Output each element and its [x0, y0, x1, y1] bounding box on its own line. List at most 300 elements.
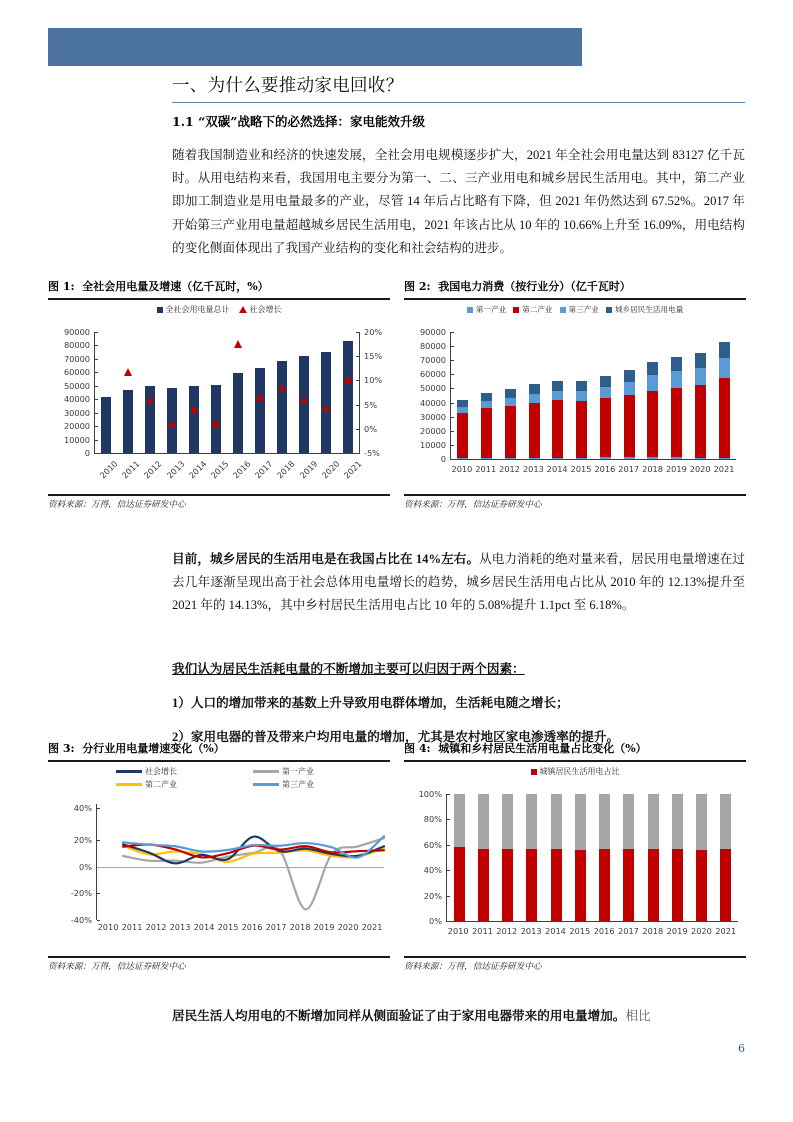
bar-segment: [720, 794, 731, 849]
bar-segment: [454, 847, 465, 921]
x-tick-label: 2017: [618, 926, 639, 936]
bar-segment: [672, 794, 683, 849]
x-tick-label: 2021: [341, 458, 364, 481]
legend-item-urban-share: [531, 766, 620, 777]
y-tick-right: 5%: [359, 400, 377, 410]
bar-group: [641, 332, 665, 459]
bar-group: [617, 794, 641, 921]
figure-3-legend: [48, 766, 390, 790]
bar-segment: [478, 794, 489, 849]
growth-marker: [300, 396, 308, 404]
paragraph-residential-rest: 从电力消耗的绝对量来看，居民用电量增速在过去几年逐渐呈现出高于社会总体用电量增长的趋势，城乡居民生活用电占比从 2010 年的 12.13%提升至 2021 年的 14.13%，其中乡村居民生活用电占比 10 年的 5.08%提升 1.1pct 至 6.18%。: [172, 552, 745, 613]
legend-label: 第一产业: [282, 767, 314, 776]
stacked-bar: [720, 794, 731, 921]
stacked-bar: [551, 794, 562, 921]
x-tick-label: 2013: [520, 926, 542, 936]
bar-group: [665, 332, 689, 459]
bar-segment: [647, 362, 658, 375]
growth-marker: [190, 405, 198, 413]
bar-segment: [575, 850, 586, 922]
y-tick: 50000: [420, 383, 451, 393]
x-tick-label: 2016: [230, 458, 253, 481]
bar-group: [293, 332, 315, 453]
bar-segment: [457, 413, 468, 457]
bar-segment: [576, 401, 587, 458]
bar-segment: [719, 358, 730, 378]
y-tick: 90000: [64, 327, 95, 337]
bar-group: [451, 332, 475, 459]
footer-paragraph: [172, 1005, 745, 1028]
bar: [321, 352, 331, 453]
y-tick: 0%: [429, 916, 447, 926]
legend-label: 第二产业: [145, 780, 177, 789]
x-tick-label: 2011: [119, 458, 142, 481]
bar-segment: [647, 375, 658, 390]
x-tick-label: 2016: [594, 464, 616, 474]
x-tick-label: 2017: [265, 922, 287, 932]
line-series: [123, 838, 384, 909]
stacked-bar: [454, 794, 465, 921]
footer-paragraph-bold: 居民生活人均用电的不断增加同样从侧面验证了由于家用电器带来的用电量增加。: [172, 1009, 626, 1023]
figure-3-source: 资料来源：万得，信达证券研发中心: [48, 962, 186, 972]
bar-group: [712, 332, 736, 459]
bar-segment: [576, 381, 587, 391]
stacked-bar: [529, 384, 540, 459]
figure-4-title: 城镇和乡村居民生活用电量占比变化（%）: [438, 742, 647, 755]
paragraph-residential-bold: 目前，城乡居民的生活用电是在我国占比在 14%左右。: [172, 552, 480, 566]
x-tick-label: 2010: [97, 922, 119, 932]
bar-group: [205, 332, 227, 453]
figure-4-plot: [418, 789, 738, 926]
figure-1-plot: [63, 327, 383, 458]
figure-4-top-rule: [404, 760, 746, 762]
figure-4-caption: [404, 740, 746, 756]
bar-segment: [648, 794, 659, 849]
x-tick-label: 2011: [472, 926, 493, 936]
growth-marker: [322, 404, 330, 412]
y-tick: 20000: [420, 426, 451, 436]
stacked-bar: [623, 794, 634, 921]
bar-group: [689, 332, 713, 459]
bar-group: [95, 332, 117, 453]
bar-segment: [502, 849, 513, 921]
bar-segment: [526, 849, 537, 921]
legend-swatch-icon: [513, 307, 519, 313]
figure-2: [404, 278, 746, 536]
y-tick: 80000: [420, 341, 451, 351]
stacked-bar: [552, 381, 563, 459]
legend-swatch-icon: [531, 769, 537, 775]
bar-segment: [552, 391, 563, 400]
y-tick: 60%: [424, 840, 447, 850]
y-tick: 40000: [64, 394, 95, 404]
legend-label: 社会增长: [249, 305, 282, 314]
bar-segment: [671, 457, 682, 459]
bar-group: [337, 332, 359, 453]
bar-group: [593, 794, 617, 921]
legend-item-residential: [606, 304, 683, 315]
y-tick: 60000: [420, 369, 451, 379]
bar-segment: [599, 794, 610, 849]
legend-label: 社会增长: [145, 767, 177, 776]
conclusion-heading: 我们认为居民生活耗电量的不断增加主要可以归因于两个因素：: [172, 662, 525, 676]
bar-segment: [481, 408, 492, 458]
figure-1-number: 图 1:: [48, 280, 75, 293]
growth-marker: [344, 375, 352, 383]
stacked-bar: [624, 370, 635, 459]
bar: [277, 361, 287, 453]
y-tick-right: 10%: [359, 375, 382, 385]
x-tick-label: 2014: [546, 464, 568, 474]
x-tick-label: 2014: [545, 926, 566, 936]
x-tick-label: 2012: [499, 464, 520, 474]
y-tick: 0: [441, 454, 451, 464]
figure-1-body: [48, 302, 390, 492]
bar-group: [475, 332, 499, 459]
x-tick-label: 2017: [618, 464, 640, 474]
bar-segment: [481, 458, 492, 459]
x-tick-label: 2016: [593, 926, 615, 936]
bar-segment: [624, 395, 635, 458]
header-band: [48, 28, 582, 66]
x-tick-label: 2010: [97, 458, 120, 481]
stacked-bar: [457, 400, 468, 459]
figure-2-legend: [404, 304, 746, 315]
y-tick: 90000: [420, 327, 451, 337]
bar-group: [271, 332, 293, 453]
bar-segment: [695, 385, 706, 457]
list-item-1: 1）人口的增加带来的基数上升导致用电群体增加，生活耗电随之增长；: [172, 696, 569, 710]
bar-segment: [552, 381, 563, 391]
figure-2-number: 图 2:: [404, 280, 431, 293]
bar-segment: [719, 342, 730, 359]
x-tick-label: 2012: [496, 926, 518, 936]
bar-segment: [505, 458, 516, 459]
bar-segment: [623, 794, 634, 849]
legend-line-icon: [253, 783, 279, 786]
figure-1-top-rule: [48, 298, 390, 300]
y-tick: 20000: [64, 421, 95, 431]
bar: [343, 341, 353, 453]
subsection-title: 1.1 “双碳”战略下的必然选择：家电能效升级: [172, 114, 425, 129]
bar-group: [594, 332, 618, 459]
bar-segment: [696, 794, 707, 849]
legend-label: 第三产业: [568, 305, 599, 314]
bar-segment: [505, 398, 516, 406]
x-tick-label: 2010: [451, 464, 473, 474]
bar-group: [139, 332, 161, 453]
stacked-bar: [696, 794, 707, 921]
bar-segment: [526, 794, 537, 849]
figure-2-plot: [419, 327, 736, 464]
figure-2-caption: [404, 278, 746, 294]
figure-1-title: 全社会用电量及增速（亿千瓦时，%）: [82, 280, 269, 293]
y-tick: 30000: [420, 412, 451, 422]
bar-segment: [478, 849, 489, 921]
legend-swatch-icon: [157, 307, 163, 313]
bar-segment: [600, 387, 611, 398]
figure-2-body: [404, 302, 746, 492]
x-tick-label: 2015: [208, 458, 231, 481]
stacked-bar: [695, 353, 706, 459]
stacked-bar: [600, 375, 611, 459]
stacked-bar: [576, 381, 587, 459]
figure-1-bars: [95, 332, 359, 453]
bar-segment: [719, 458, 730, 459]
figure-2-x-labels: [450, 464, 736, 474]
growth-marker: [124, 368, 132, 376]
bar-group: [665, 794, 689, 921]
bar-segment: [599, 849, 610, 921]
figure-3-line-series: [97, 804, 384, 920]
bar-segment: [600, 376, 611, 388]
legend-triangle-icon: [239, 306, 247, 313]
bar-group: [117, 332, 139, 453]
bar: [123, 390, 133, 453]
figure-3-x-labels: [96, 922, 384, 932]
bar-group: [714, 794, 738, 921]
x-tick-label: 2019: [666, 926, 688, 936]
x-tick-label: 2015: [569, 926, 591, 936]
x-tick-label: 2021: [713, 464, 735, 474]
bar-segment: [624, 382, 635, 394]
legend-label: 城镇居民生活用电占比: [539, 767, 620, 776]
stacked-bar: [647, 362, 658, 459]
bar-segment: [695, 458, 706, 459]
bar-segment: [552, 400, 563, 457]
y-tick: 50000: [64, 381, 95, 391]
x-tick-label: 2019: [313, 922, 335, 932]
figure-4-body: [404, 764, 746, 954]
bar-segment: [720, 849, 731, 921]
bar-group: [471, 794, 495, 921]
bar-segment: [696, 850, 707, 922]
figure-2-title: 我国电力消费（按行业分）（亿千瓦时）: [438, 280, 631, 293]
bar-segment: [529, 458, 540, 459]
x-tick-label: 2015: [217, 922, 239, 932]
bar-segment: [502, 794, 513, 849]
x-tick-label: 2013: [164, 458, 187, 481]
growth-marker: [146, 396, 154, 404]
bar-segment: [529, 384, 540, 394]
paragraph-residential: [172, 548, 745, 618]
bar-group: [161, 332, 183, 453]
figure-2-bars: [451, 332, 736, 459]
figure-4-source: 资料来源：万得，信达证券研发中心: [404, 962, 542, 972]
bar-segment: [671, 371, 682, 388]
bar-segment: [481, 401, 492, 408]
bar-group: [227, 332, 249, 453]
bar-group: [568, 794, 592, 921]
x-tick-label: 2019: [665, 464, 687, 474]
bar: [299, 356, 309, 453]
stacked-bar: [648, 794, 659, 921]
growth-marker: [168, 420, 176, 428]
x-tick-label: 2014: [186, 458, 209, 481]
figure-4-number: 图 4:: [404, 742, 431, 755]
y-tick-right: 20%: [359, 327, 382, 337]
y-tick: 60000: [64, 367, 95, 377]
legend-item-primary: [467, 304, 506, 315]
figure-4: [404, 740, 746, 998]
legend-line-icon: [116, 783, 142, 786]
line-series: [123, 837, 384, 864]
bar-group: [690, 794, 714, 921]
bar-segment: [457, 458, 468, 459]
bar-segment: [624, 370, 635, 382]
x-tick-label: 2020: [689, 464, 711, 474]
bar-group: [249, 332, 271, 453]
legend-line-icon: [253, 770, 279, 773]
bar-group: [522, 332, 546, 459]
x-tick-label: 2011: [121, 922, 143, 932]
paragraph-intro: 随着我国制造业和经济的快速发展，全社会用电规模逐步扩大，2021 年全社会用电量达到 83127 亿千瓦时。从用电结构来看，我国用电主要分为第一、二、三产业用电和城乡居民生活用电。其中，第二产业即加工制造业是用电量最多的产业，尽管 14 年后占比略有下降，但 2021 年仍然达到 67.52%。2017 年开始第三产业用电量超越城乡居民生活用电，2021 年该占比从 10 年的 10.66%上升至 16.09%，用电结构的变化侧面体现出了我国产业结构的变化和社会结构的进步。: [172, 148, 745, 255]
y-tick: 80000: [64, 340, 95, 350]
y-tick: -40%: [71, 915, 97, 925]
x-tick-label: 2021: [715, 926, 737, 936]
figure-3-body: [48, 764, 390, 954]
bar-segment: [551, 849, 562, 921]
x-tick-label: 2018: [275, 458, 297, 481]
y-tick: 0: [85, 448, 95, 458]
figure-3-plot: [70, 803, 384, 925]
y-tick: 40000: [420, 398, 451, 408]
x-tick-label: 2020: [337, 922, 359, 932]
bar-group: [544, 794, 568, 921]
legend-line-icon: [116, 770, 142, 773]
figure-1-legend: [48, 304, 390, 315]
figure-4-x-labels: [446, 926, 738, 936]
x-tick-label: 2014: [193, 922, 215, 932]
legend-swatch-icon: [606, 307, 612, 313]
legend-item-social-growth: [116, 766, 253, 777]
y-tick: 70000: [64, 354, 95, 364]
bar-segment: [624, 457, 635, 459]
figure-3-title: 分行业用电量增速变化（%）: [82, 742, 225, 755]
figure-2-source: 资料来源：万得，信达证券研发中心: [404, 500, 542, 510]
y-tick: 80%: [424, 814, 447, 824]
figure-1-caption: [48, 278, 390, 294]
figure-4-bars: [447, 794, 738, 921]
bar-segment: [671, 357, 682, 371]
bar-segment: [551, 794, 562, 849]
legend-label: 第二产业: [522, 305, 553, 314]
bar-segment: [529, 394, 540, 403]
figure-3-top-rule: [48, 760, 390, 762]
bar-segment: [481, 393, 492, 401]
x-tick-label: 2018: [289, 922, 311, 932]
bar-segment: [648, 849, 659, 921]
bar-segment: [576, 391, 587, 401]
bar-segment: [600, 457, 611, 459]
y-tick-right: 15%: [359, 351, 382, 361]
footer-paragraph-tail: 相比: [625, 1009, 651, 1023]
growth-marker: [278, 384, 286, 392]
y-tick: 20%: [74, 835, 97, 845]
stacked-bar: [672, 794, 683, 921]
bar: [101, 397, 111, 453]
bar-group: [617, 332, 641, 459]
legend-swatch-icon: [467, 307, 473, 313]
y-tick: -20%: [71, 888, 97, 898]
figure-1-x-labels: [94, 458, 364, 481]
bar-segment: [695, 368, 706, 385]
legend-label: 城乡居民生活用电量: [614, 305, 684, 314]
y-tick: 30000: [64, 408, 95, 418]
page-number: 6: [738, 1042, 745, 1055]
y-tick: 10000: [64, 435, 95, 445]
y-tick: 40%: [424, 865, 447, 875]
stacked-bar: [599, 794, 610, 921]
bar: [255, 368, 265, 453]
bar-group: [183, 332, 205, 453]
bar: [189, 386, 199, 453]
figure-1-source: 资料来源：万得，信达证券研发中心: [48, 500, 186, 510]
stacked-bar: [502, 794, 513, 921]
bar-segment: [552, 458, 563, 459]
y-tick: 20%: [424, 891, 447, 901]
stacked-bar: [671, 357, 682, 459]
bar: [233, 373, 243, 453]
legend-item-growth: [239, 304, 282, 315]
bar-group: [447, 794, 471, 921]
bar-segment: [600, 398, 611, 457]
y-tick: 100%: [419, 789, 447, 799]
x-tick-label: 2021: [361, 922, 383, 932]
x-tick-label: 2020: [691, 926, 712, 936]
legend-swatch-icon: [560, 307, 566, 313]
figure-1: [48, 278, 390, 536]
stacked-bar: [478, 794, 489, 921]
x-tick-label: 2012: [145, 922, 167, 932]
bar-segment: [647, 391, 658, 458]
figure-3-number: 图 3:: [48, 742, 75, 755]
legend-label: 全社会用电量总计: [165, 305, 230, 314]
bar-group: [315, 332, 337, 453]
x-tick-label: 2019: [297, 458, 320, 481]
x-tick-label: 2011: [475, 464, 497, 474]
y-tick-right: -5%: [359, 448, 380, 458]
x-tick-label: 2015: [570, 464, 592, 474]
bar-segment: [505, 389, 516, 398]
bar-segment: [671, 388, 682, 458]
bar-segment: [576, 458, 587, 459]
page-title: 一、为什么要推动家电回收？: [172, 76, 404, 96]
bar-segment: [647, 457, 658, 459]
legend-item-tertiary: [560, 304, 599, 315]
legend-item-tertiary: [253, 779, 390, 790]
bar-group: [641, 794, 665, 921]
bar-segment: [719, 378, 730, 457]
x-tick-label: 2018: [642, 464, 663, 474]
list-item-2: 2）家用电器的普及带来户均用电量的增加，尤其是农村地区家电渗透率的提升。: [172, 730, 620, 744]
x-tick-label: 2013: [169, 922, 191, 932]
bar-group: [520, 794, 544, 921]
legend-label: 第一产业: [475, 305, 507, 314]
legend-item-secondary: [116, 779, 253, 790]
x-tick-label: 2017: [252, 458, 275, 481]
stacked-bar: [575, 794, 586, 921]
figure-3-caption: [48, 740, 390, 756]
title-divider: [172, 102, 745, 103]
legend-item-total: [157, 304, 230, 315]
y-tick: 0%: [79, 862, 97, 872]
stacked-bar: [526, 794, 537, 921]
growth-marker: [212, 419, 220, 427]
legend-label: 第三产业: [282, 780, 314, 789]
stacked-bar: [505, 389, 516, 459]
figure-4-legend: [404, 766, 746, 777]
